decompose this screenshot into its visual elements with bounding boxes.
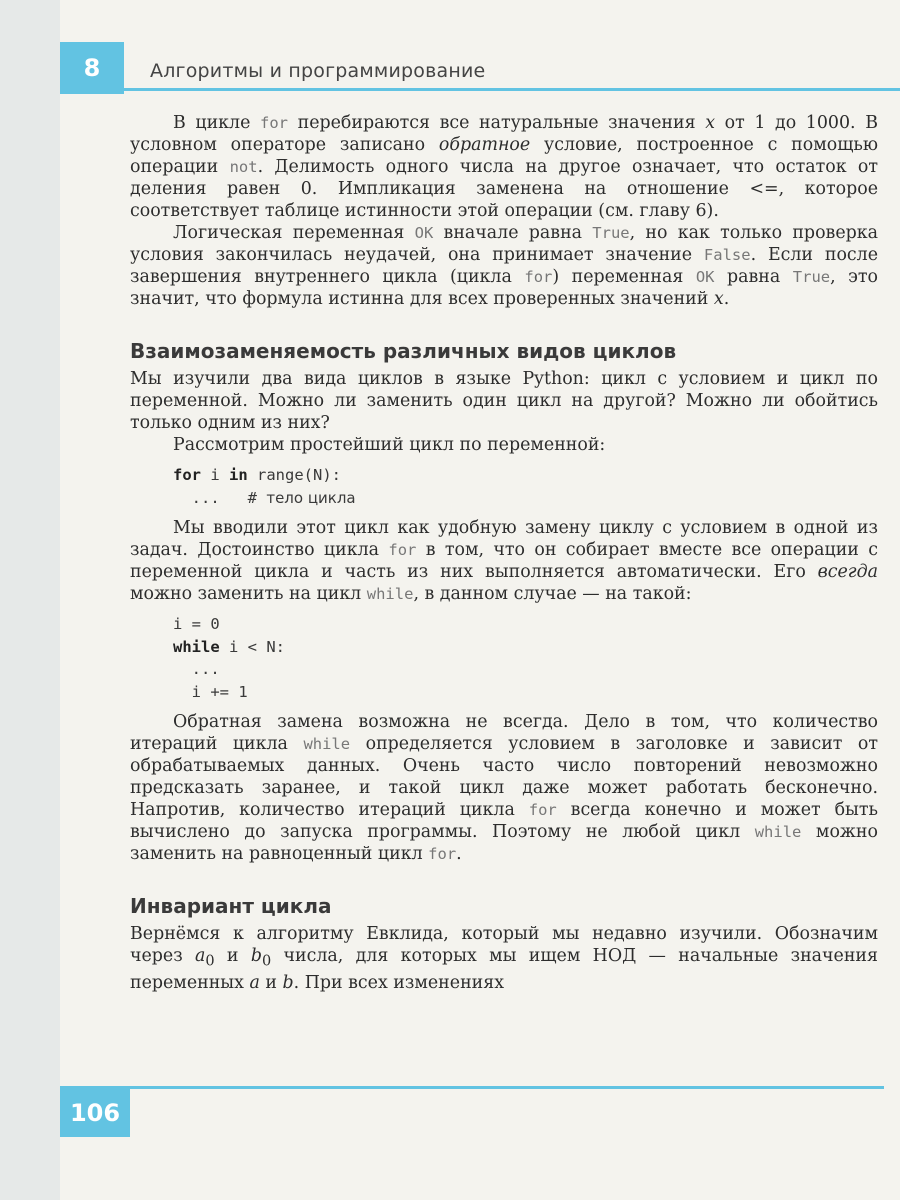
page-number-badge xyxy=(60,1089,130,1137)
page-content xyxy=(130,112,878,994)
code-block-while xyxy=(173,613,878,703)
code-line: ... # тело цикла xyxy=(173,488,356,507)
code-line: while i < N: xyxy=(173,637,285,656)
page-number: 106 xyxy=(69,1099,121,1127)
paragraph-2: Логическая переменная OK вначале равна True, но как только проверка условия закончилась неудачей, она принимает значение False. Если после завершения внутреннего цикла (цикла for) переменная OK равна True, это значит, что формула истинна для всех проверенных значений x. xyxy=(130,223,878,309)
chapter-number-badge xyxy=(60,42,124,94)
paragraph-3: Мы изучили два вида циклов в языке Python: цикл с условием и цикл по переменной. Можно ли заменить один цикл на другой? Можно ли обойтись только одним из них? xyxy=(130,369,878,433)
section-heading-interchangeability: Взаимозаменяемость различных видов циклов xyxy=(130,339,677,363)
paragraph-5: Мы вводили этот цикл как удобную замену циклу с условием в одной из задач. Достоинство цикла for в том, что он собирает вместе все операции с переменной цикла и часть из них выполняется автоматически. Его всегда можно заменить на цикл while, в данном случае — на такой: xyxy=(130,518,878,604)
code-line: for i in range(N): xyxy=(173,466,341,484)
header-rule xyxy=(124,88,900,91)
paragraph-6: Обратная замена возможна не всегда. Дело в том, что количество итераций цикла while определяется условием в заголовке и зависит от обрабатываемых данных. Очень часто число повторений невозможно предсказать заранее, и такой цикл даже может работать бесконечно. Напротив, количество итераций цикла for всегда конечно и может быть вычислено до запуска программы. Поэтому не любой цикл while можно заменить на равноценный цикл for. xyxy=(130,712,879,864)
left-margin-strip xyxy=(0,0,60,1200)
code-line: ... xyxy=(173,660,220,678)
chapter-title: Алгоритмы и программирование xyxy=(150,60,486,82)
code-line: i = 0 xyxy=(173,615,220,633)
footer-rule xyxy=(60,1086,884,1089)
chapter-number: 8 xyxy=(83,54,101,82)
paragraph-7: Вернёмся к алгоритму Евклида, который мы недавно изучили. Обозначим через $a_0$ и $b_0$ числа, для которых мы ищем НОД — начальные значения переменных a и b. При всех изменениях xyxy=(130,924,878,994)
section-heading-loop-invariant: Инвариант цикла xyxy=(130,894,332,918)
code-line: i += 1 xyxy=(173,682,248,701)
paragraph-4: Рассмотрим простейший цикл по переменной: xyxy=(173,435,606,455)
code-block-for xyxy=(173,464,878,509)
paragraph-1: В цикле for перебираются все натуральные значения x от 1 до 1000. В условном операторе записано обратное условие, построенное с помощью операции not. Делимость одного числа на другое означает, что остаток от деления равен 0. Импликация заменена на отношение <=, которое соответствует таблице истинности этой операции (см. главу 6). xyxy=(130,113,879,221)
